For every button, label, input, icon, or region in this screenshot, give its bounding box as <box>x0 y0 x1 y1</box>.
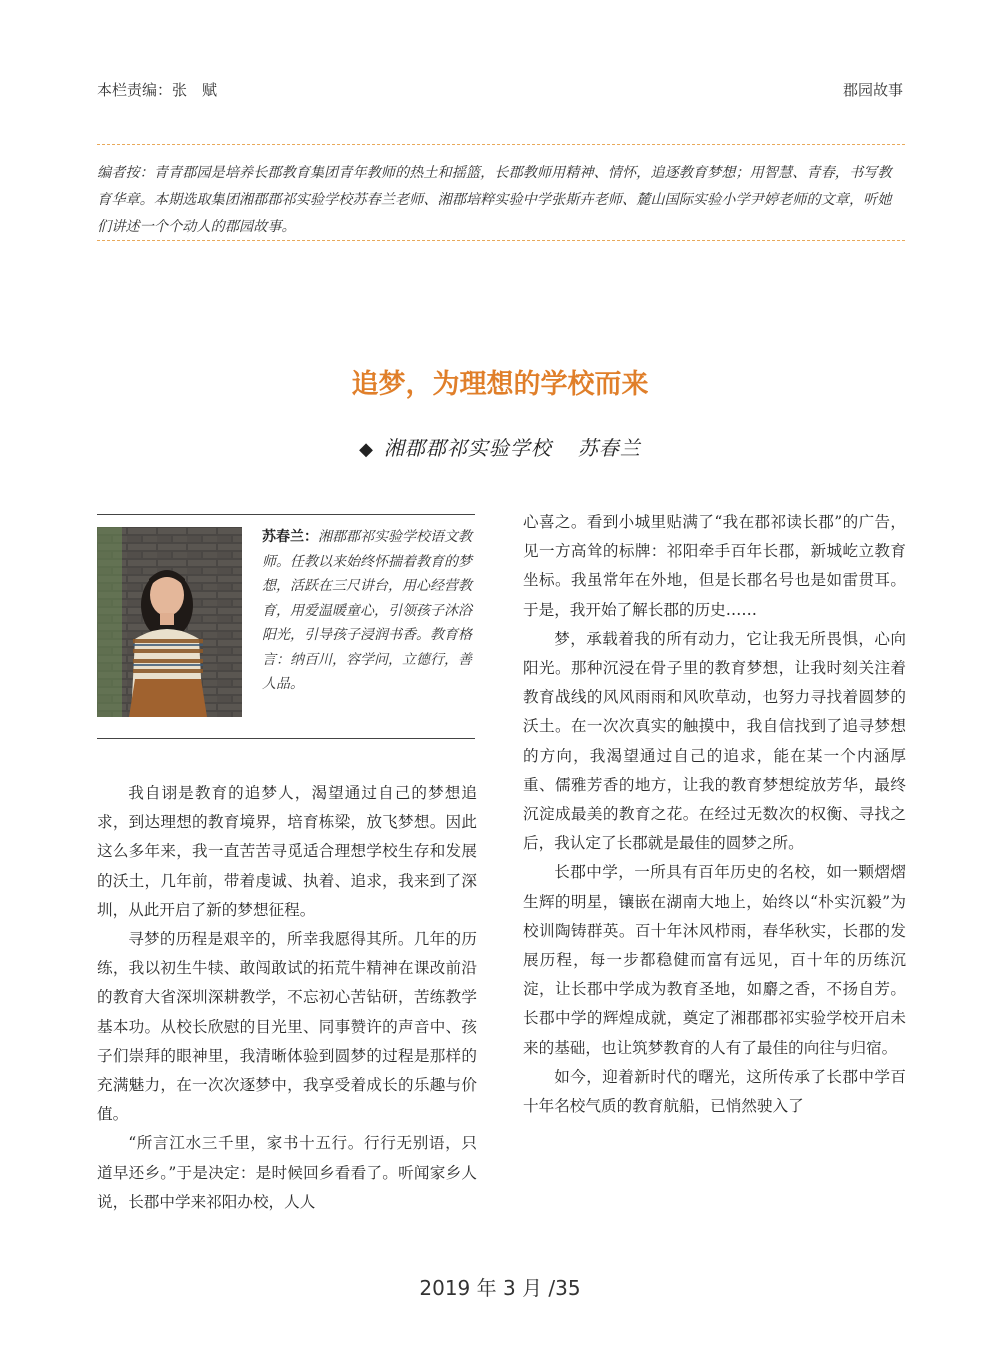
author-bio <box>262 525 475 697</box>
paragraph: 如今，迎着新时代的曙光，这所传承了长郡中学百十年名校气质的教育航船，已悄然驶入了 <box>523 1067 906 1116</box>
section-name: 郡园故事 <box>842 81 903 99</box>
paragraph: “所言江水三千里，家书十五行。行行无别语，只道早还乡。”于是决定：是时候回乡看看了。听闻家乡人说，长郡中学来祁阳办校，人人 <box>97 1134 477 1211</box>
left-column <box>97 779 477 1217</box>
author-photo <box>97 527 242 717</box>
author-photo-image <box>97 527 242 717</box>
bio-rule-bottom <box>97 738 475 739</box>
diamond-icon: ◆ <box>359 439 374 460</box>
right-column <box>523 508 906 1121</box>
bio-text: 湘郡郡祁实验学校语文教师。任教以来始终怀揣着教育的梦想，活跃在三尺讲台，用心经营教育，用爱温暖童心，引领孩子沐浴阳光，引导孩子浸润书香。教育格言：纳百川，容学问，立德行，善人品。 <box>262 529 472 692</box>
bio-rule-top <box>97 514 475 515</box>
editor-note: 编者按：青青郡园是培养长郡教育集团青年教师的热土和摇篮，长郡教师用精神、情怀，追逐教育梦想；用智慧、青春，书写教育华章。本期选取集团湘郡郡祁实验学校苏春兰老师、湘郡培粹实验中学张斯卉老师、麓山国际实验小学尹婷老师的文章，听她们讲述一个个动人的郡园故事。 <box>97 165 892 235</box>
paragraph-continued: 心喜之。看到小城里贴满了“我在郡祁读长郡”的广告，见一方高耸的标牌：祁阳牵手百年长郡，新城屹立教育坐标。我虽常年在外地，但是长郡名号也是如雷贯耳。于是，我开始了解长郡的历史…… <box>523 513 906 619</box>
paragraph: 长郡中学，一所具有百年历史的名校，如一颗熠熠生辉的明星，镶嵌在湖南大地上，始终以“朴实沉毅”为校训陶铸群英。百十年沐风栉雨，春华秋实，长郡的发展历程，每一步都稳健而富有远见，百十年的历练沉淀，让长郡中学成为教育圣地，如麝之香，不扬自芳。长郡中学的辉煌成就，奠定了湘郡郡祁实验学校开启未来的基础，也让筑梦教育的人有了最佳的向往与归宿。 <box>523 863 906 1057</box>
divider-bottom <box>97 240 905 241</box>
byline-author: 苏春兰 <box>577 436 641 460</box>
byline-school: 湘郡郡祁实验学校 <box>383 436 552 460</box>
page-number: 2019 年 3 月 /35 <box>419 1276 581 1300</box>
article-title: 追梦，为理想的学校而来 <box>351 369 649 400</box>
divider-top <box>97 144 905 145</box>
paragraph: 寻梦的历程是艰辛的，所幸我愿得其所。几年的历练，我以初生牛犊、敢闯敢试的拓荒牛精神在课改前沿的教育大省深圳深耕教学，不忘初心苦钻研，苦练教学基本功。从校长欣慰的目光里、同事赞许的声音中、孩子们崇拜的眼神里，我清晰体验到圆梦的过程是那样的充满魅力，在一次次逐梦中，我享受着成长的乐趣与价值。 <box>97 930 477 1124</box>
paragraph: 我自诩是教育的追梦人，渴望通过自己的梦想追求，到达理想的教育境界，培育栋梁，放飞梦想。因此这么多年来，我一直苦苦寻觅适合理想学校生存和发展的沃土，几年前，带着虔诚、执着、追求，我来到了深圳，从此开启了新的梦想征程。 <box>97 784 477 919</box>
byline <box>0 432 1000 461</box>
bio-name: 苏春兰： <box>262 529 318 545</box>
column-editor: 本栏责编：张 赋 <box>97 81 218 99</box>
paragraph: 梦，承载着我的所有动力，它让我无所畏惧，心向阳光。那种沉浸在骨子里的教育梦想，让我时刻关注着教育战线的风风雨雨和风吹草动，也努力寻找着圆梦的沃土。在一次次真实的触摸中，我自信找到了追寻梦想的方向，我渴望通过自己的追求，能在某一个内涵厚重、儒雅芳香的地方，让我的教育梦想绽放芳华，最终沉淀成最美的教育之花。在经过无数次的权衡、寻找之后，我认定了长郡就是最佳的圆梦之所。 <box>523 629 906 853</box>
